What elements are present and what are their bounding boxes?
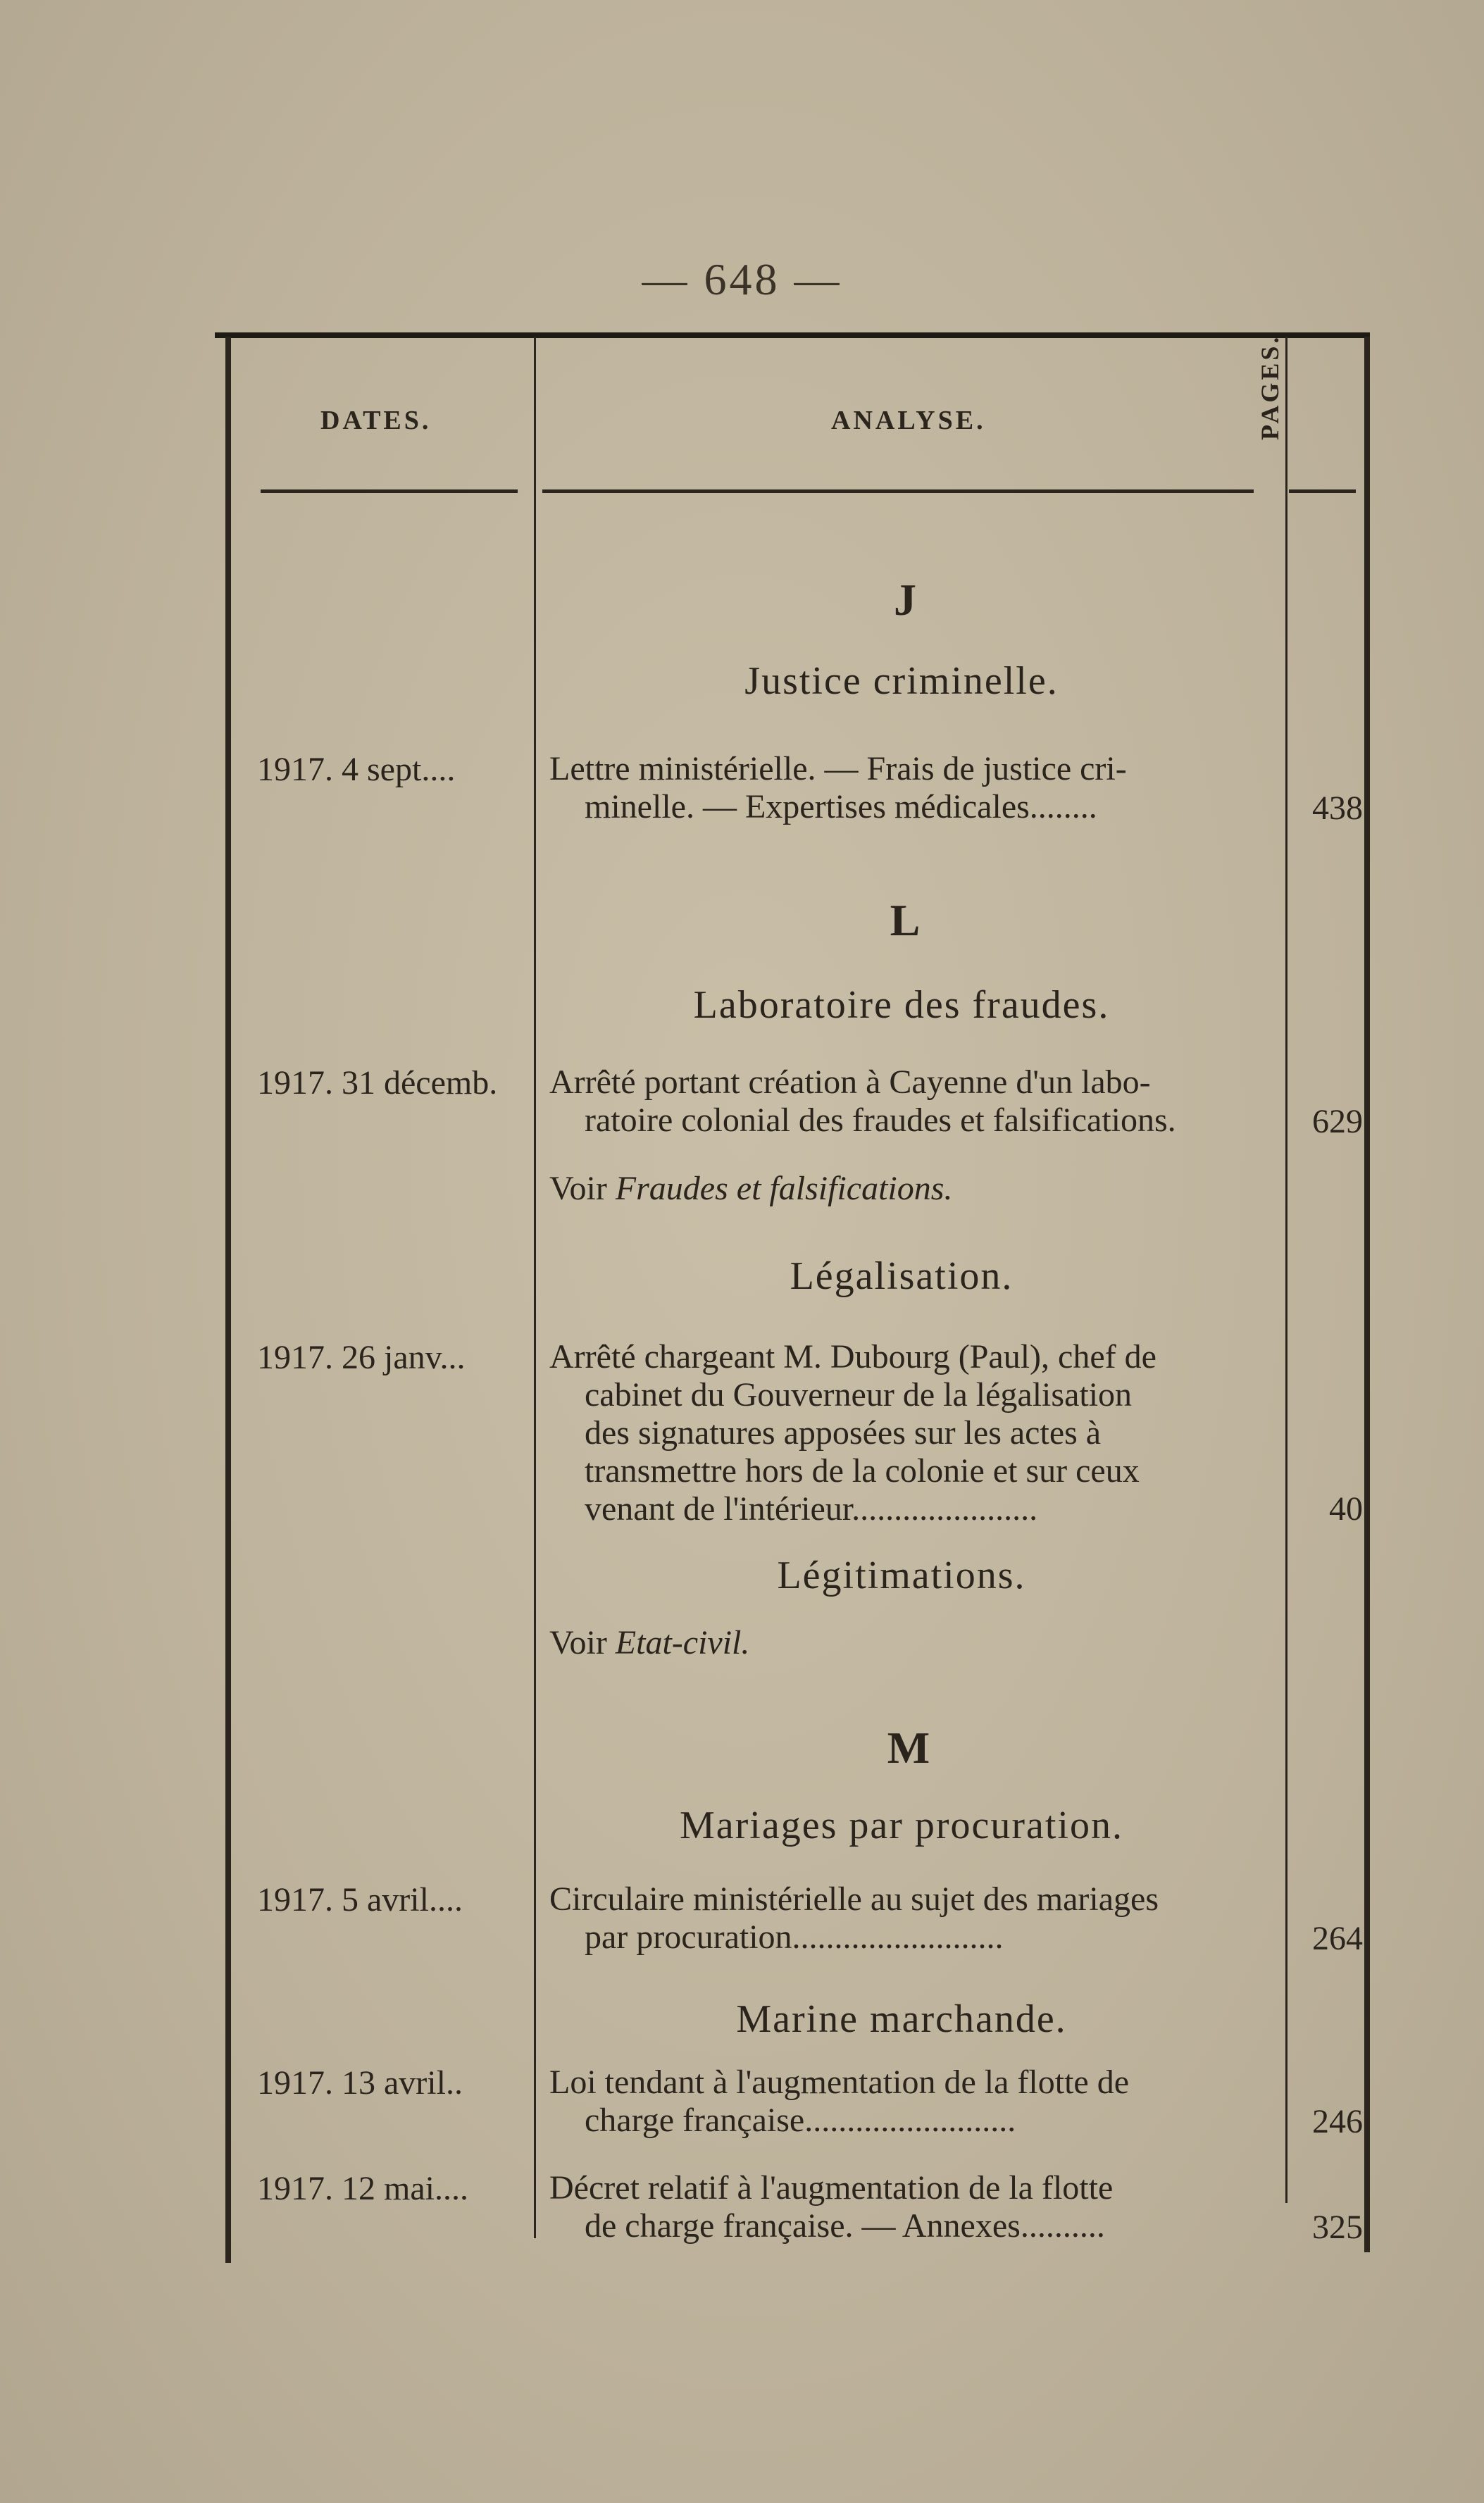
see-reference: Fraudes et falsifications. — [615, 1170, 953, 1207]
entry-line: ratoire colonial des fraudes et falsifications. — [585, 1101, 1176, 1139]
entry-date: 1917. 13 avril.. — [257, 2064, 463, 2102]
entry-line: par procuration......................... — [585, 1918, 1004, 1956]
entry-line: cabinet du Gouverneur de la légalisation — [585, 1376, 1133, 1413]
entry-date: 1917. 31 décemb. — [257, 1064, 498, 1101]
entry-date: 1917. 12 mai.... — [257, 2170, 468, 2207]
entry-analysis — [549, 1063, 1275, 1140]
entry-line: de charge française. — Annexes.......... — [585, 2207, 1105, 2245]
entry-line: Arrêté portant création à Cayenne d'un labo- — [549, 1063, 1151, 1101]
entry-page: 264 — [1312, 1920, 1363, 1957]
section-letter-m: M — [887, 1723, 930, 1773]
right-border — [1364, 337, 1370, 2252]
entry-page: 246 — [1312, 2103, 1363, 2140]
entry-analysis — [549, 1338, 1275, 1528]
entry-line: des signatures apposées sur les actes à — [585, 1414, 1102, 1452]
analysis-column-rule — [1285, 337, 1287, 2203]
cross-reference — [549, 1169, 952, 1208]
entry-line: Décret relatif à l'augmentation de la flotte — [549, 2169, 1114, 2206]
heading-mariages-par-procuration: Mariages par procuration. — [680, 1804, 1123, 1847]
analysis-header-rule — [542, 489, 1254, 493]
entry-date: 1917. 5 avril.... — [257, 1881, 463, 1918]
heading-laboratoire-des-fraudes: Laboratoire des fraudes. — [693, 983, 1110, 1027]
entry-line: transmettre hors de la colonie et sur ceux — [585, 1452, 1140, 1490]
page-number: — 648 — — [642, 254, 842, 304]
dates-column-rule — [534, 337, 536, 2238]
see-prefix: Voir — [549, 1170, 607, 1207]
section-letter-j: J — [894, 575, 916, 625]
entry-analysis — [549, 1880, 1275, 1956]
entry-line: Lettre ministérielle. — Frais de justice cri- — [549, 750, 1127, 787]
entry-page: 325 — [1312, 2209, 1363, 2246]
dates-header: DATES. — [320, 406, 432, 435]
heading-justice-criminelle: Justice criminelle. — [744, 659, 1059, 703]
entry-page: 629 — [1312, 1103, 1363, 1140]
entry-line: venant de l'intérieur...................... — [585, 1490, 1038, 1528]
entry-analysis — [549, 750, 1275, 826]
see-prefix: Voir — [549, 1624, 607, 1661]
entry-analysis — [549, 2064, 1275, 2140]
left-border — [225, 337, 231, 2263]
entry-date: 1917. 4 sept.... — [257, 751, 456, 788]
dates-header-rule — [261, 489, 518, 493]
section-letter-l: L — [890, 895, 921, 945]
heading-marine-marchande: Marine marchande. — [736, 1997, 1067, 2041]
analysis-header: ANALYSE. — [831, 406, 986, 435]
heading-legalisation: Légalisation. — [790, 1254, 1014, 1298]
entry-line: Arrêté chargeant M. Dubourg (Paul), chef de — [549, 1338, 1156, 1375]
entry-line: charge française......................... — [585, 2102, 1016, 2139]
entry-line: Circulaire ministérielle au sujet des mariages — [549, 1880, 1159, 1918]
entry-line: Loi tendant à l'augmentation de la flotte de — [549, 2064, 1130, 2101]
cross-reference — [549, 1623, 749, 1662]
entry-page: 40 — [1329, 1490, 1363, 1528]
pages-header — [1249, 398, 1354, 440]
entry-page: 438 — [1312, 789, 1363, 827]
entry-date: 1917. 26 janv... — [257, 1339, 466, 1376]
entry-line: minelle. — Expertises médicales........ — [585, 788, 1097, 825]
pages-header-rule — [1289, 489, 1356, 493]
entry-analysis — [549, 2169, 1275, 2245]
heading-legitimations: Légitimations. — [777, 1554, 1026, 1597]
see-reference: Etat-civil. — [615, 1624, 750, 1661]
